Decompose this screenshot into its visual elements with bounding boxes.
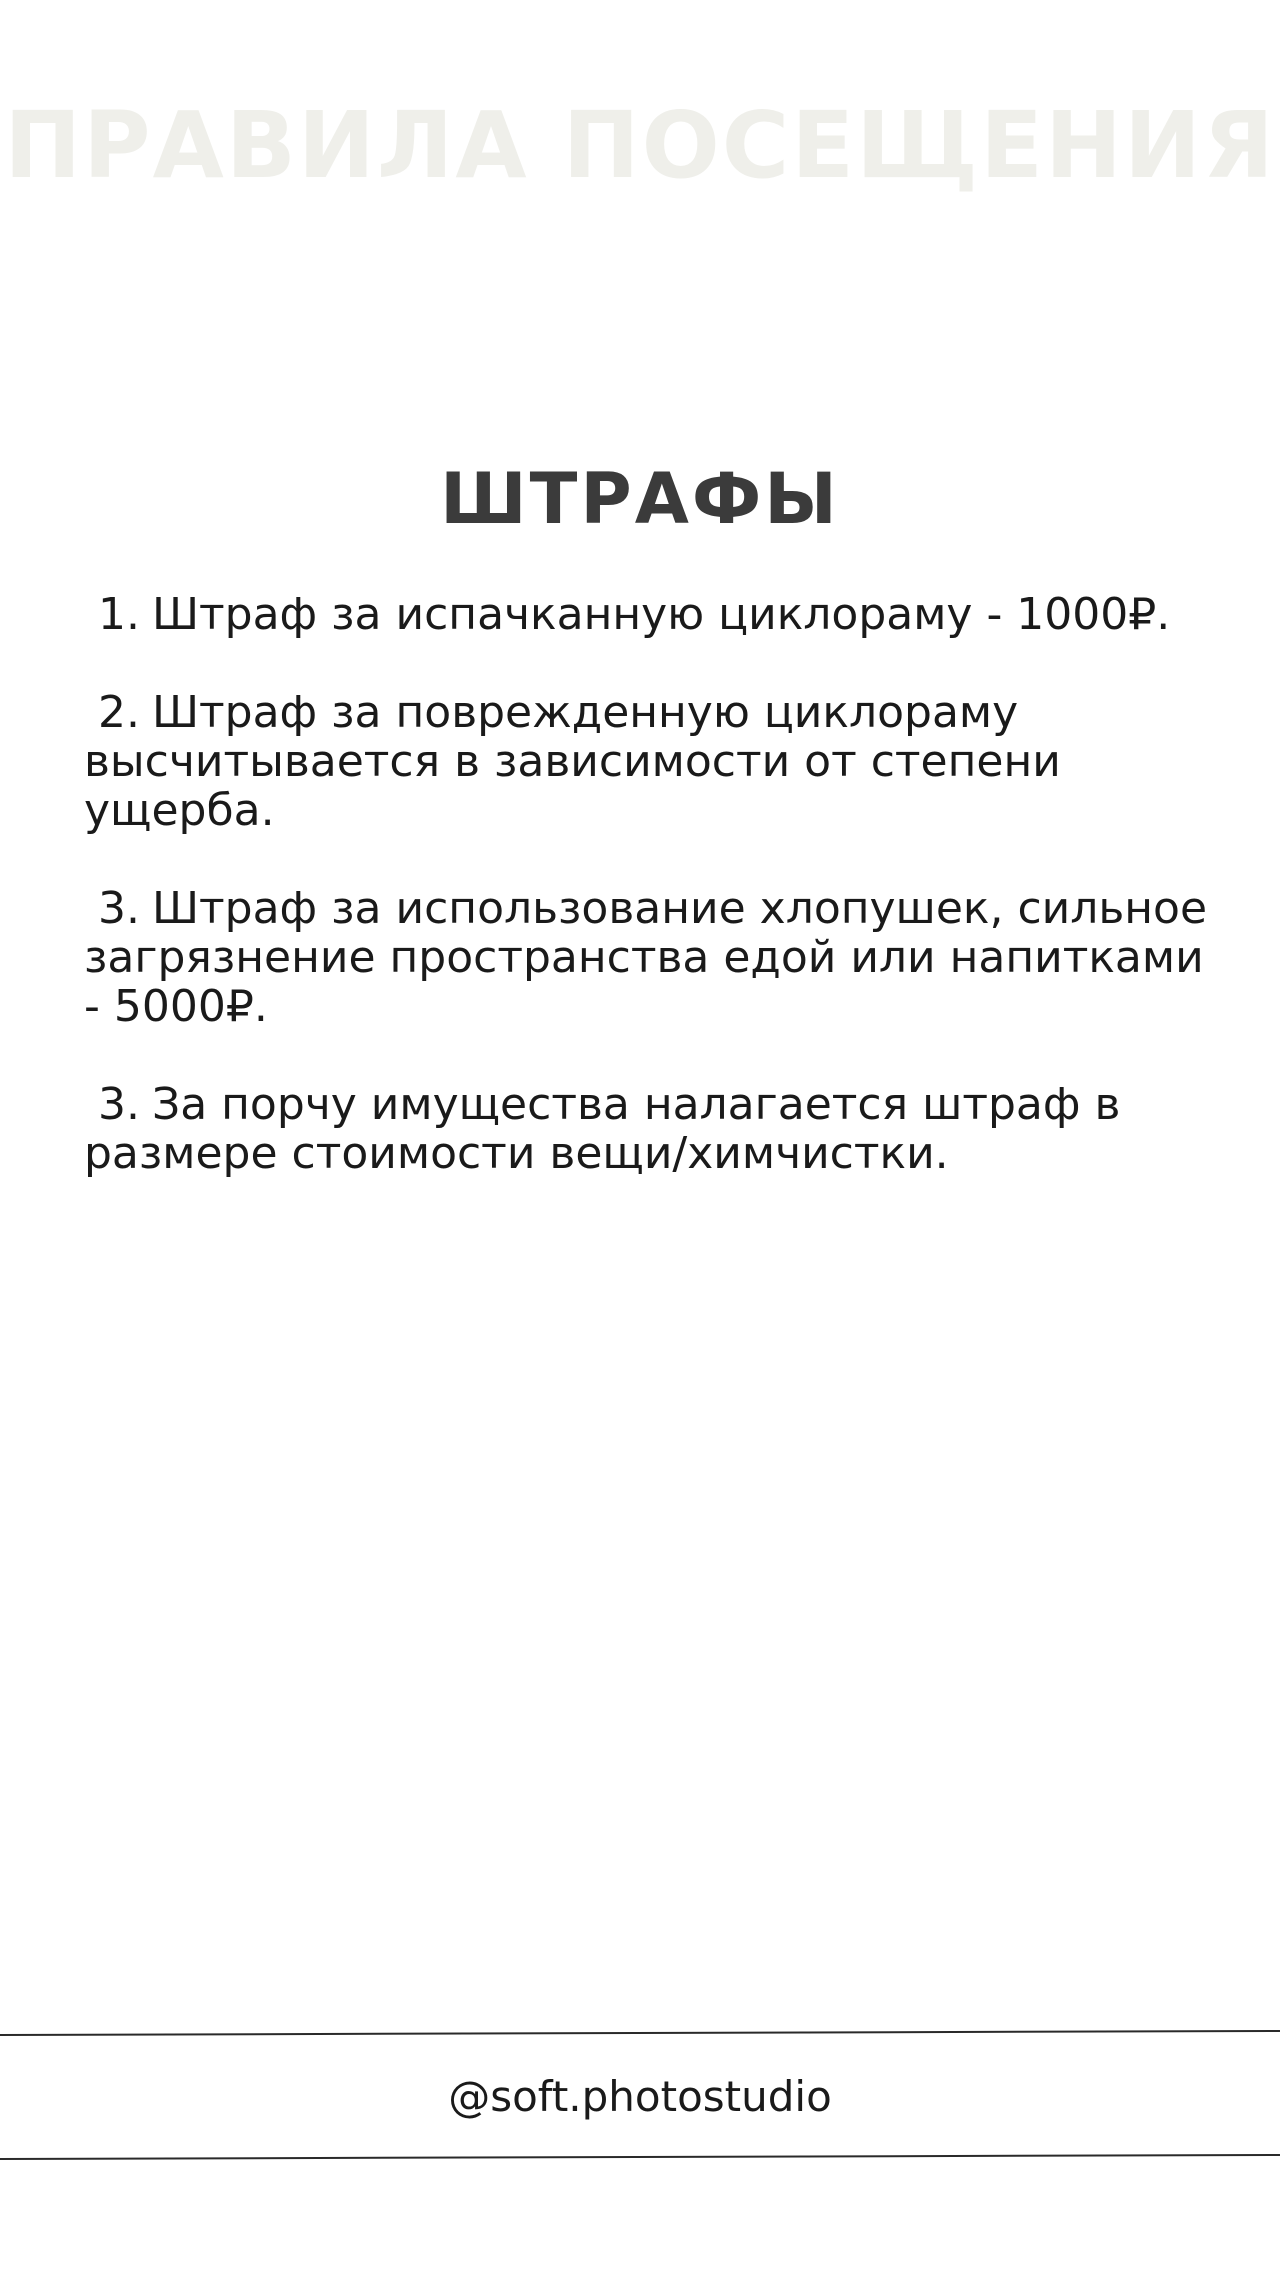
rule-number: 1. (98, 589, 140, 640)
instagram-handle-link[interactable]: @soft.photostudio (448, 2072, 832, 2121)
rule-text: Штраф за использование хлопушек, сильное загрязнение пространства едой или напитками - 5000₽. (84, 883, 1208, 1032)
rule-text: Штраф за испачканную циклораму - 1000₽. (151, 589, 1171, 640)
rule-item (84, 590, 1214, 639)
footer-divider-bottom (0, 2154, 1280, 2160)
rule-item (84, 688, 1214, 835)
rules-list (84, 590, 1214, 1227)
rule-item (84, 1080, 1214, 1178)
page-title: ПРАВИЛА ПОСЕЩЕНИЯ (4, 92, 1276, 199)
rule-number: 3. (98, 1079, 140, 1130)
rule-number: 2. (98, 687, 140, 738)
rule-text: Штраф за поврежденную циклораму высчитывается в зависимости от степени ущерба. (84, 687, 1061, 836)
rule-number: 3. (98, 883, 140, 934)
rule-item (84, 884, 1214, 1031)
footer-divider-top (0, 2030, 1280, 2036)
section-heading: ШТРАФЫ (440, 458, 840, 540)
rule-text: За порчу имущества налагается штраф в размере стоимости вещи/химчистки. (84, 1079, 1121, 1179)
